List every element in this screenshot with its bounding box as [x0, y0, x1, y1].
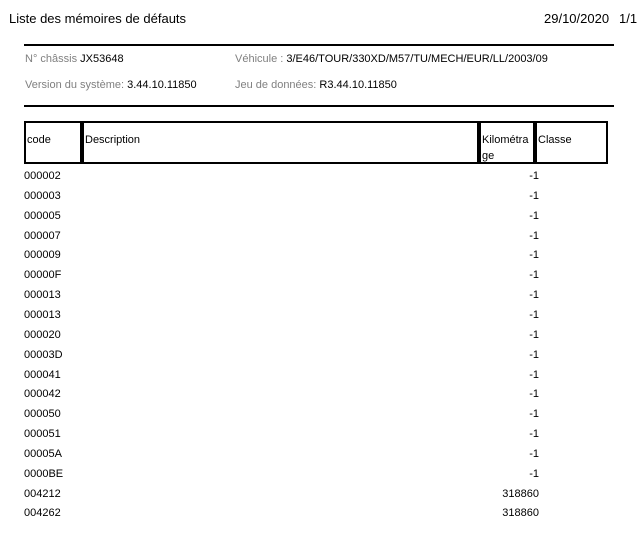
fault-code: 000005: [24, 209, 61, 222]
fault-code: 000002: [24, 170, 61, 182]
kilometrage-value: -1: [529, 189, 539, 202]
vehicle-value: 3/E46/TOUR/330XD/M57/TU/MECH/EUR/LL/2003/09: [286, 53, 548, 65]
fault-code: 00000F: [24, 269, 62, 282]
fault-code: 000020: [24, 328, 61, 341]
version-label: Version du système:: [25, 79, 125, 91]
fault-code: 004262: [24, 507, 61, 520]
version-info: [25, 79, 197, 91]
kilometrage-value: -1: [529, 209, 539, 222]
fault-code: 00003D: [24, 348, 63, 361]
fault-code: 000007: [24, 229, 61, 242]
vehicle-label: Véhicule :: [235, 53, 284, 65]
kilometrage-value: -1: [529, 289, 539, 302]
kilometrage-value: -1: [529, 388, 539, 401]
fault-code: 000051: [24, 428, 61, 441]
kilometrage-value: -1: [529, 229, 539, 242]
fault-code: 000013: [24, 308, 61, 321]
dataset-label: Jeu de données:: [235, 79, 317, 91]
chassis-label: N° châssis: [25, 53, 78, 65]
document-title: Liste des mémoires de défauts: [9, 11, 187, 26]
vehicle-info: [235, 53, 548, 65]
fault-code: 0000BE: [24, 467, 64, 480]
header-code: code: [24, 121, 82, 164]
fault-code: 000050: [24, 408, 61, 421]
dataset-info: [235, 79, 397, 91]
kilometrage-value: -1: [529, 308, 539, 321]
page-number: 1/1: [619, 11, 638, 26]
header-classe: Classe: [535, 121, 608, 164]
fault-code: 000042: [24, 388, 61, 401]
fault-code: 004212: [24, 487, 61, 500]
kilometrage-value: -1: [529, 348, 539, 361]
info-rule: [24, 105, 614, 107]
kilometrage-value: -1: [529, 428, 539, 441]
kilometrage-value: -1: [529, 249, 539, 262]
chassis-value: JX53648: [80, 53, 124, 65]
kilometrage-value: -1: [529, 269, 539, 282]
kilometrage-value: -1: [529, 408, 539, 421]
document-date: 29/10/2020: [544, 11, 610, 26]
version-value: 3.44.10.11850: [127, 79, 197, 91]
kilometrage-value: -1: [529, 467, 539, 480]
kilometrage-value: -1: [529, 447, 539, 460]
kilometrage-value: -1: [529, 170, 539, 182]
kilometrage-value: -1: [529, 328, 539, 341]
fault-code: 000013: [24, 289, 61, 302]
fault-code: 000003: [24, 189, 61, 202]
kilometrage-value: -1: [529, 368, 539, 381]
chassis-info: [25, 53, 124, 65]
header-description: Description: [82, 121, 479, 164]
kilometrage-value: 318860: [502, 487, 539, 500]
kilometrage-value: 318860: [502, 507, 539, 520]
fault-code: 000009: [24, 249, 61, 262]
top-rule: [24, 44, 614, 46]
header-kilometrage: Kilométrage: [479, 121, 535, 164]
dataset-value: R3.44.10.11850: [319, 79, 397, 91]
fault-code: 000041: [24, 368, 61, 381]
fault-code: 00005A: [24, 447, 62, 460]
